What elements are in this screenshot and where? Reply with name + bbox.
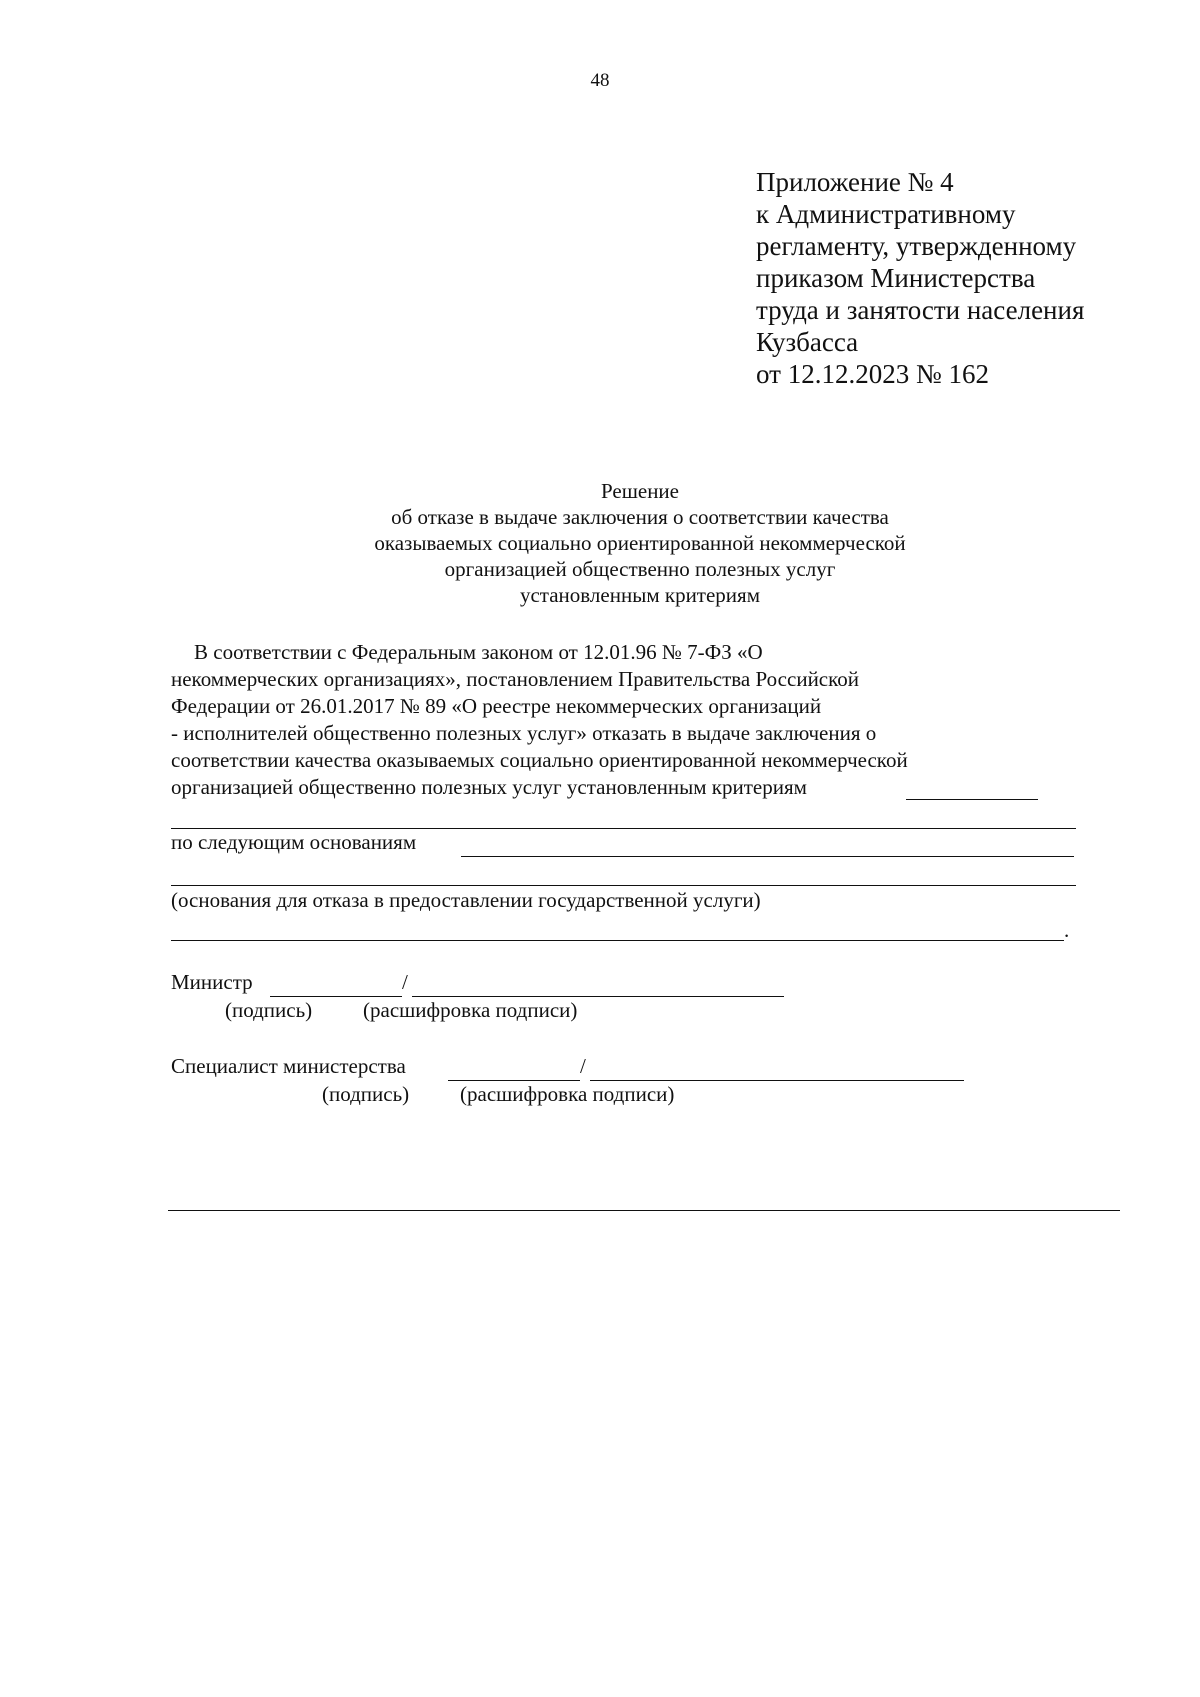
- blank-line: [171, 828, 1076, 829]
- specialist-signature-line: [448, 1080, 580, 1081]
- grounds-label: по следующим основаниям: [171, 830, 417, 854]
- specialist-decoding-line: [590, 1080, 964, 1081]
- minister-signature-caption: (подпись): [225, 998, 313, 1022]
- blank-line: [171, 885, 1076, 886]
- appendix-line: Приложение № 4: [756, 167, 954, 197]
- body-line: некоммерческих организациях», постановлением Правительства Российской: [171, 667, 859, 691]
- body-line: Федерации от 26.01.2017 № 89 «О реестре некоммерческих организаций: [171, 694, 822, 718]
- title-line: установленным критериям: [519, 583, 760, 607]
- blank-line: [906, 799, 1038, 800]
- title-line: об отказе в выдаче заключения о соответствии качества: [391, 505, 889, 529]
- body-line: - исполнителей общественно полезных услуг» отказать в выдаче заключения о: [171, 721, 877, 745]
- minister-signature-line: [270, 996, 402, 997]
- bottom-rule: [168, 1210, 1120, 1211]
- appendix-line: регламенту, утвержденному: [756, 231, 1077, 261]
- appendix-block: [756, 166, 1084, 390]
- specialist-label: Специалист министерства: [171, 1054, 406, 1078]
- blank-line: [171, 940, 1064, 941]
- title-line: организацией общественно полезных услуг: [444, 557, 836, 581]
- appendix-line: приказом Министерства: [756, 263, 1036, 293]
- title-line: оказываемых социально ориентированной некоммерческой: [374, 531, 906, 555]
- title-line: Решение: [600, 479, 679, 503]
- minister-slash: /: [402, 970, 408, 994]
- body-line: В соответствии с Федеральным законом от 12.01.96 № 7-ФЗ «О: [194, 640, 763, 664]
- specialist-signature-caption: (подпись): [322, 1082, 410, 1106]
- body-line: организацией общественно полезных услуг установленным критериям: [171, 775, 807, 799]
- minister-decoding-caption: (расшифровка подписи): [363, 998, 578, 1022]
- appendix-line: Кузбасса: [756, 327, 859, 357]
- appendix-line: от 12.12.2023 № 162: [756, 359, 989, 389]
- page-number: 48: [590, 70, 610, 91]
- grounds-caption: (основания для отказа в предоставлении государственной услуги): [171, 888, 761, 912]
- appendix-line: к Административному: [756, 199, 1016, 229]
- appendix-line: труда и занятости населения: [756, 295, 1085, 325]
- minister-decoding-line: [412, 996, 784, 997]
- specialist-decoding-caption: (расшифровка подписи): [460, 1082, 675, 1106]
- body-line: соответствии качества оказываемых социально ориентированной некоммерческой: [171, 748, 908, 772]
- end-mark: .: [1064, 918, 1070, 942]
- minister-label: Министр: [171, 970, 253, 994]
- specialist-slash: /: [580, 1054, 586, 1078]
- grounds-fill-line: [461, 856, 1074, 857]
- document-title: [240, 478, 1040, 608]
